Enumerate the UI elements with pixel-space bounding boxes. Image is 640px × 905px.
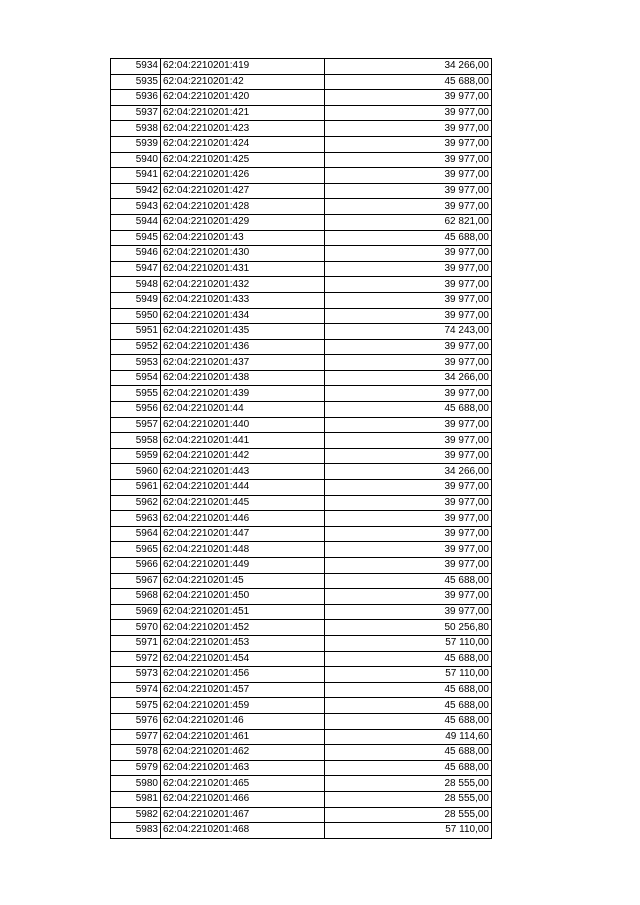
table-row	[111, 417, 492, 433]
row-number-cell: 5952	[111, 339, 161, 355]
cadastral-number-cell: 62:04:2210201:442	[161, 448, 325, 464]
cadastral-number-cell: 62:04:2210201:439	[161, 386, 325, 402]
row-number-cell: 5951	[111, 324, 161, 340]
cadastral-value-cell: 39 977,00	[325, 511, 492, 527]
table-row	[111, 573, 492, 589]
table-row	[111, 402, 492, 418]
cadastral-value-cell: 62 821,00	[325, 214, 492, 230]
row-number-cell: 5949	[111, 292, 161, 308]
table-row	[111, 370, 492, 386]
cadastral-number-cell: 62:04:2210201:423	[161, 121, 325, 137]
cadastral-number-cell: 62:04:2210201:444	[161, 480, 325, 496]
table-row	[111, 495, 492, 511]
cadastral-number-cell: 62:04:2210201:465	[161, 776, 325, 792]
row-number-cell: 5970	[111, 620, 161, 636]
row-number-cell: 5953	[111, 355, 161, 371]
cadastral-value-cell: 39 977,00	[325, 355, 492, 371]
table-row	[111, 199, 492, 215]
cadastral-number-cell: 62:04:2210201:43	[161, 230, 325, 246]
table-row	[111, 729, 492, 745]
row-number-cell: 5965	[111, 542, 161, 558]
cadastral-number-cell: 62:04:2210201:441	[161, 433, 325, 449]
cadastral-value-cell: 45 688,00	[325, 74, 492, 90]
row-number-cell: 5940	[111, 152, 161, 168]
cadastral-value-cell: 39 977,00	[325, 152, 492, 168]
row-number-cell: 5941	[111, 168, 161, 184]
cadastral-value-cell: 28 555,00	[325, 776, 492, 792]
cadastral-value-cell: 39 977,00	[325, 105, 492, 121]
row-number-cell: 5976	[111, 713, 161, 729]
row-number-cell: 5964	[111, 526, 161, 542]
table-row	[111, 526, 492, 542]
cadastral-value-cell: 45 688,00	[325, 760, 492, 776]
cadastral-number-cell: 62:04:2210201:436	[161, 339, 325, 355]
cadastral-number-cell: 62:04:2210201:437	[161, 355, 325, 371]
cadastral-value-cell: 39 977,00	[325, 417, 492, 433]
cadastral-value-cell: 39 977,00	[325, 168, 492, 184]
cadastral-value-cell: 39 977,00	[325, 121, 492, 137]
cadastral-number-cell: 62:04:2210201:420	[161, 90, 325, 106]
table-row	[111, 776, 492, 792]
row-number-cell: 5945	[111, 230, 161, 246]
table-row	[111, 620, 492, 636]
cadastral-number-cell: 62:04:2210201:421	[161, 105, 325, 121]
table-row	[111, 277, 492, 293]
row-number-cell: 5973	[111, 667, 161, 683]
cadastral-value-cell: 39 977,00	[325, 90, 492, 106]
row-number-cell: 5968	[111, 589, 161, 605]
table-row	[111, 308, 492, 324]
table-row	[111, 760, 492, 776]
table-row	[111, 464, 492, 480]
cadastral-value-cell: 39 977,00	[325, 604, 492, 620]
row-number-cell: 5942	[111, 183, 161, 199]
table-row	[111, 74, 492, 90]
cadastral-value-cell: 45 688,00	[325, 573, 492, 589]
cadastral-number-cell: 62:04:2210201:445	[161, 495, 325, 511]
cadastral-value-cell: 39 977,00	[325, 183, 492, 199]
cadastral-value-cell: 28 555,00	[325, 807, 492, 823]
cadastral-number-cell: 62:04:2210201:443	[161, 464, 325, 480]
cadastral-value-cell: 49 114,60	[325, 729, 492, 745]
row-number-cell: 5972	[111, 651, 161, 667]
cadastral-number-cell: 62:04:2210201:435	[161, 324, 325, 340]
table-row	[111, 59, 492, 75]
row-number-cell: 5936	[111, 90, 161, 106]
cadastral-number-cell: 62:04:2210201:425	[161, 152, 325, 168]
row-number-cell: 5950	[111, 308, 161, 324]
row-number-cell: 5957	[111, 417, 161, 433]
cadastral-number-cell: 62:04:2210201:430	[161, 246, 325, 262]
table-row	[111, 635, 492, 651]
cadastral-number-cell: 62:04:2210201:450	[161, 589, 325, 605]
row-number-cell: 5946	[111, 246, 161, 262]
cadastral-value-cell: 39 977,00	[325, 386, 492, 402]
cadastral-value-cell: 57 110,00	[325, 823, 492, 839]
row-number-cell: 5944	[111, 214, 161, 230]
row-number-cell: 5963	[111, 511, 161, 527]
row-number-cell: 5977	[111, 729, 161, 745]
cadastral-number-cell: 62:04:2210201:452	[161, 620, 325, 636]
table-row	[111, 667, 492, 683]
cadastral-number-cell: 62:04:2210201:427	[161, 183, 325, 199]
cadastral-value-cell: 45 688,00	[325, 745, 492, 761]
row-number-cell: 5983	[111, 823, 161, 839]
cadastral-number-cell: 62:04:2210201:45	[161, 573, 325, 589]
row-number-cell: 5939	[111, 136, 161, 152]
row-number-cell: 5937	[111, 105, 161, 121]
cadastral-value-cell: 45 688,00	[325, 402, 492, 418]
cadastral-number-cell: 62:04:2210201:419	[161, 59, 325, 75]
row-number-cell: 5967	[111, 573, 161, 589]
cadastral-value-cell: 28 555,00	[325, 791, 492, 807]
table-row	[111, 604, 492, 620]
cadastral-number-cell: 62:04:2210201:428	[161, 199, 325, 215]
cadastral-number-cell: 62:04:2210201:449	[161, 558, 325, 574]
cadastral-value-cell: 39 977,00	[325, 448, 492, 464]
cadastral-value-cell: 39 977,00	[325, 433, 492, 449]
cadastral-number-cell: 62:04:2210201:457	[161, 682, 325, 698]
table-row	[111, 745, 492, 761]
table-row	[111, 183, 492, 199]
cadastral-number-cell: 62:04:2210201:454	[161, 651, 325, 667]
cadastral-value-cell: 39 977,00	[325, 339, 492, 355]
table-row	[111, 230, 492, 246]
row-number-cell: 5935	[111, 74, 161, 90]
table-row	[111, 324, 492, 340]
cadastral-number-cell: 62:04:2210201:426	[161, 168, 325, 184]
row-number-cell: 5960	[111, 464, 161, 480]
cadastral-value-cell: 39 977,00	[325, 292, 492, 308]
row-number-cell: 5962	[111, 495, 161, 511]
table-row	[111, 168, 492, 184]
cadastral-value-cell: 34 266,00	[325, 370, 492, 386]
table-row	[111, 90, 492, 106]
cadastral-value-cell: 39 977,00	[325, 277, 492, 293]
table-row	[111, 542, 492, 558]
cadastral-value-cell: 39 977,00	[325, 261, 492, 277]
table-row	[111, 698, 492, 714]
cadastral-value-cell: 45 688,00	[325, 651, 492, 667]
table-row	[111, 105, 492, 121]
cadastral-value-cell: 39 977,00	[325, 495, 492, 511]
row-number-cell: 5969	[111, 604, 161, 620]
table-row	[111, 480, 492, 496]
row-number-cell: 5954	[111, 370, 161, 386]
cadastral-number-cell: 62:04:2210201:446	[161, 511, 325, 527]
cadastral-number-cell: 62:04:2210201:431	[161, 261, 325, 277]
table-row	[111, 713, 492, 729]
cadastral-number-cell: 62:04:2210201:434	[161, 308, 325, 324]
cadastral-number-cell: 62:04:2210201:42	[161, 74, 325, 90]
cadastral-number-cell: 62:04:2210201:456	[161, 667, 325, 683]
cadastral-value-cell: 39 977,00	[325, 589, 492, 605]
cadastral-value-cell: 39 977,00	[325, 526, 492, 542]
table-row	[111, 433, 492, 449]
table-row	[111, 448, 492, 464]
cadastral-number-cell: 62:04:2210201:461	[161, 729, 325, 745]
row-number-cell: 5958	[111, 433, 161, 449]
cadastral-number-cell: 62:04:2210201:468	[161, 823, 325, 839]
cadastral-number-cell: 62:04:2210201:467	[161, 807, 325, 823]
row-number-cell: 5947	[111, 261, 161, 277]
cadastral-number-cell: 62:04:2210201:433	[161, 292, 325, 308]
table-row	[111, 246, 492, 262]
cadastral-value-cell: 45 688,00	[325, 713, 492, 729]
row-number-cell: 5955	[111, 386, 161, 402]
table-row	[111, 511, 492, 527]
table-row	[111, 355, 492, 371]
row-number-cell: 5971	[111, 635, 161, 651]
cadastral-value-cell: 45 688,00	[325, 698, 492, 714]
cadastral-value-cell: 39 977,00	[325, 480, 492, 496]
cadastral-value-cell: 39 977,00	[325, 246, 492, 262]
cadastral-number-cell: 62:04:2210201:463	[161, 760, 325, 776]
table-row	[111, 558, 492, 574]
cadastral-number-cell: 62:04:2210201:462	[161, 745, 325, 761]
cadastral-value-cell: 45 688,00	[325, 682, 492, 698]
cadastral-number-cell: 62:04:2210201:429	[161, 214, 325, 230]
cadastral-number-cell: 62:04:2210201:438	[161, 370, 325, 386]
cadastral-value-cell: 45 688,00	[325, 230, 492, 246]
table-row	[111, 339, 492, 355]
table-row	[111, 214, 492, 230]
cadastral-value-cell: 39 977,00	[325, 542, 492, 558]
cadastral-value-cell: 50 256,80	[325, 620, 492, 636]
row-number-cell: 5961	[111, 480, 161, 496]
table-row	[111, 292, 492, 308]
table-row	[111, 823, 492, 839]
cadastral-number-cell: 62:04:2210201:447	[161, 526, 325, 542]
cadastral-number-cell: 62:04:2210201:459	[161, 698, 325, 714]
table-row	[111, 791, 492, 807]
cadastral-number-cell: 62:04:2210201:448	[161, 542, 325, 558]
cadastral-number-cell: 62:04:2210201:432	[161, 277, 325, 293]
cadastral-number-cell: 62:04:2210201:453	[161, 635, 325, 651]
cadastral-number-cell: 62:04:2210201:466	[161, 791, 325, 807]
cadastral-value-cell: 39 977,00	[325, 558, 492, 574]
cadastral-value-cell: 34 266,00	[325, 59, 492, 75]
table-row	[111, 651, 492, 667]
cadastral-value-cell: 57 110,00	[325, 667, 492, 683]
cadastral-value-cell: 39 977,00	[325, 308, 492, 324]
row-number-cell: 5938	[111, 121, 161, 137]
cadastral-value-cell: 39 977,00	[325, 136, 492, 152]
table-row	[111, 152, 492, 168]
row-number-cell: 5979	[111, 760, 161, 776]
row-number-cell: 5975	[111, 698, 161, 714]
row-number-cell: 5959	[111, 448, 161, 464]
row-number-cell: 5981	[111, 791, 161, 807]
table-row	[111, 136, 492, 152]
cadastral-value-cell: 39 977,00	[325, 199, 492, 215]
row-number-cell: 5980	[111, 776, 161, 792]
table-body	[111, 59, 492, 839]
row-number-cell: 5956	[111, 402, 161, 418]
table-row	[111, 589, 492, 605]
row-number-cell: 5978	[111, 745, 161, 761]
cadastral-number-cell: 62:04:2210201:424	[161, 136, 325, 152]
cadastral-number-cell: 62:04:2210201:440	[161, 417, 325, 433]
cadastral-number-cell: 62:04:2210201:46	[161, 713, 325, 729]
row-number-cell: 5982	[111, 807, 161, 823]
table-row	[111, 121, 492, 137]
table-row	[111, 682, 492, 698]
row-number-cell: 5934	[111, 59, 161, 75]
row-number-cell: 5948	[111, 277, 161, 293]
row-number-cell: 5943	[111, 199, 161, 215]
cadastral-value-cell: 74 243,00	[325, 324, 492, 340]
cadastral-value-cell: 34 266,00	[325, 464, 492, 480]
row-number-cell: 5974	[111, 682, 161, 698]
cadastral-value-table	[110, 58, 492, 839]
cadastral-number-cell: 62:04:2210201:451	[161, 604, 325, 620]
table-row	[111, 386, 492, 402]
table-row	[111, 261, 492, 277]
cadastral-number-cell: 62:04:2210201:44	[161, 402, 325, 418]
row-number-cell: 5966	[111, 558, 161, 574]
table-row	[111, 807, 492, 823]
cadastral-value-cell: 57 110,00	[325, 635, 492, 651]
